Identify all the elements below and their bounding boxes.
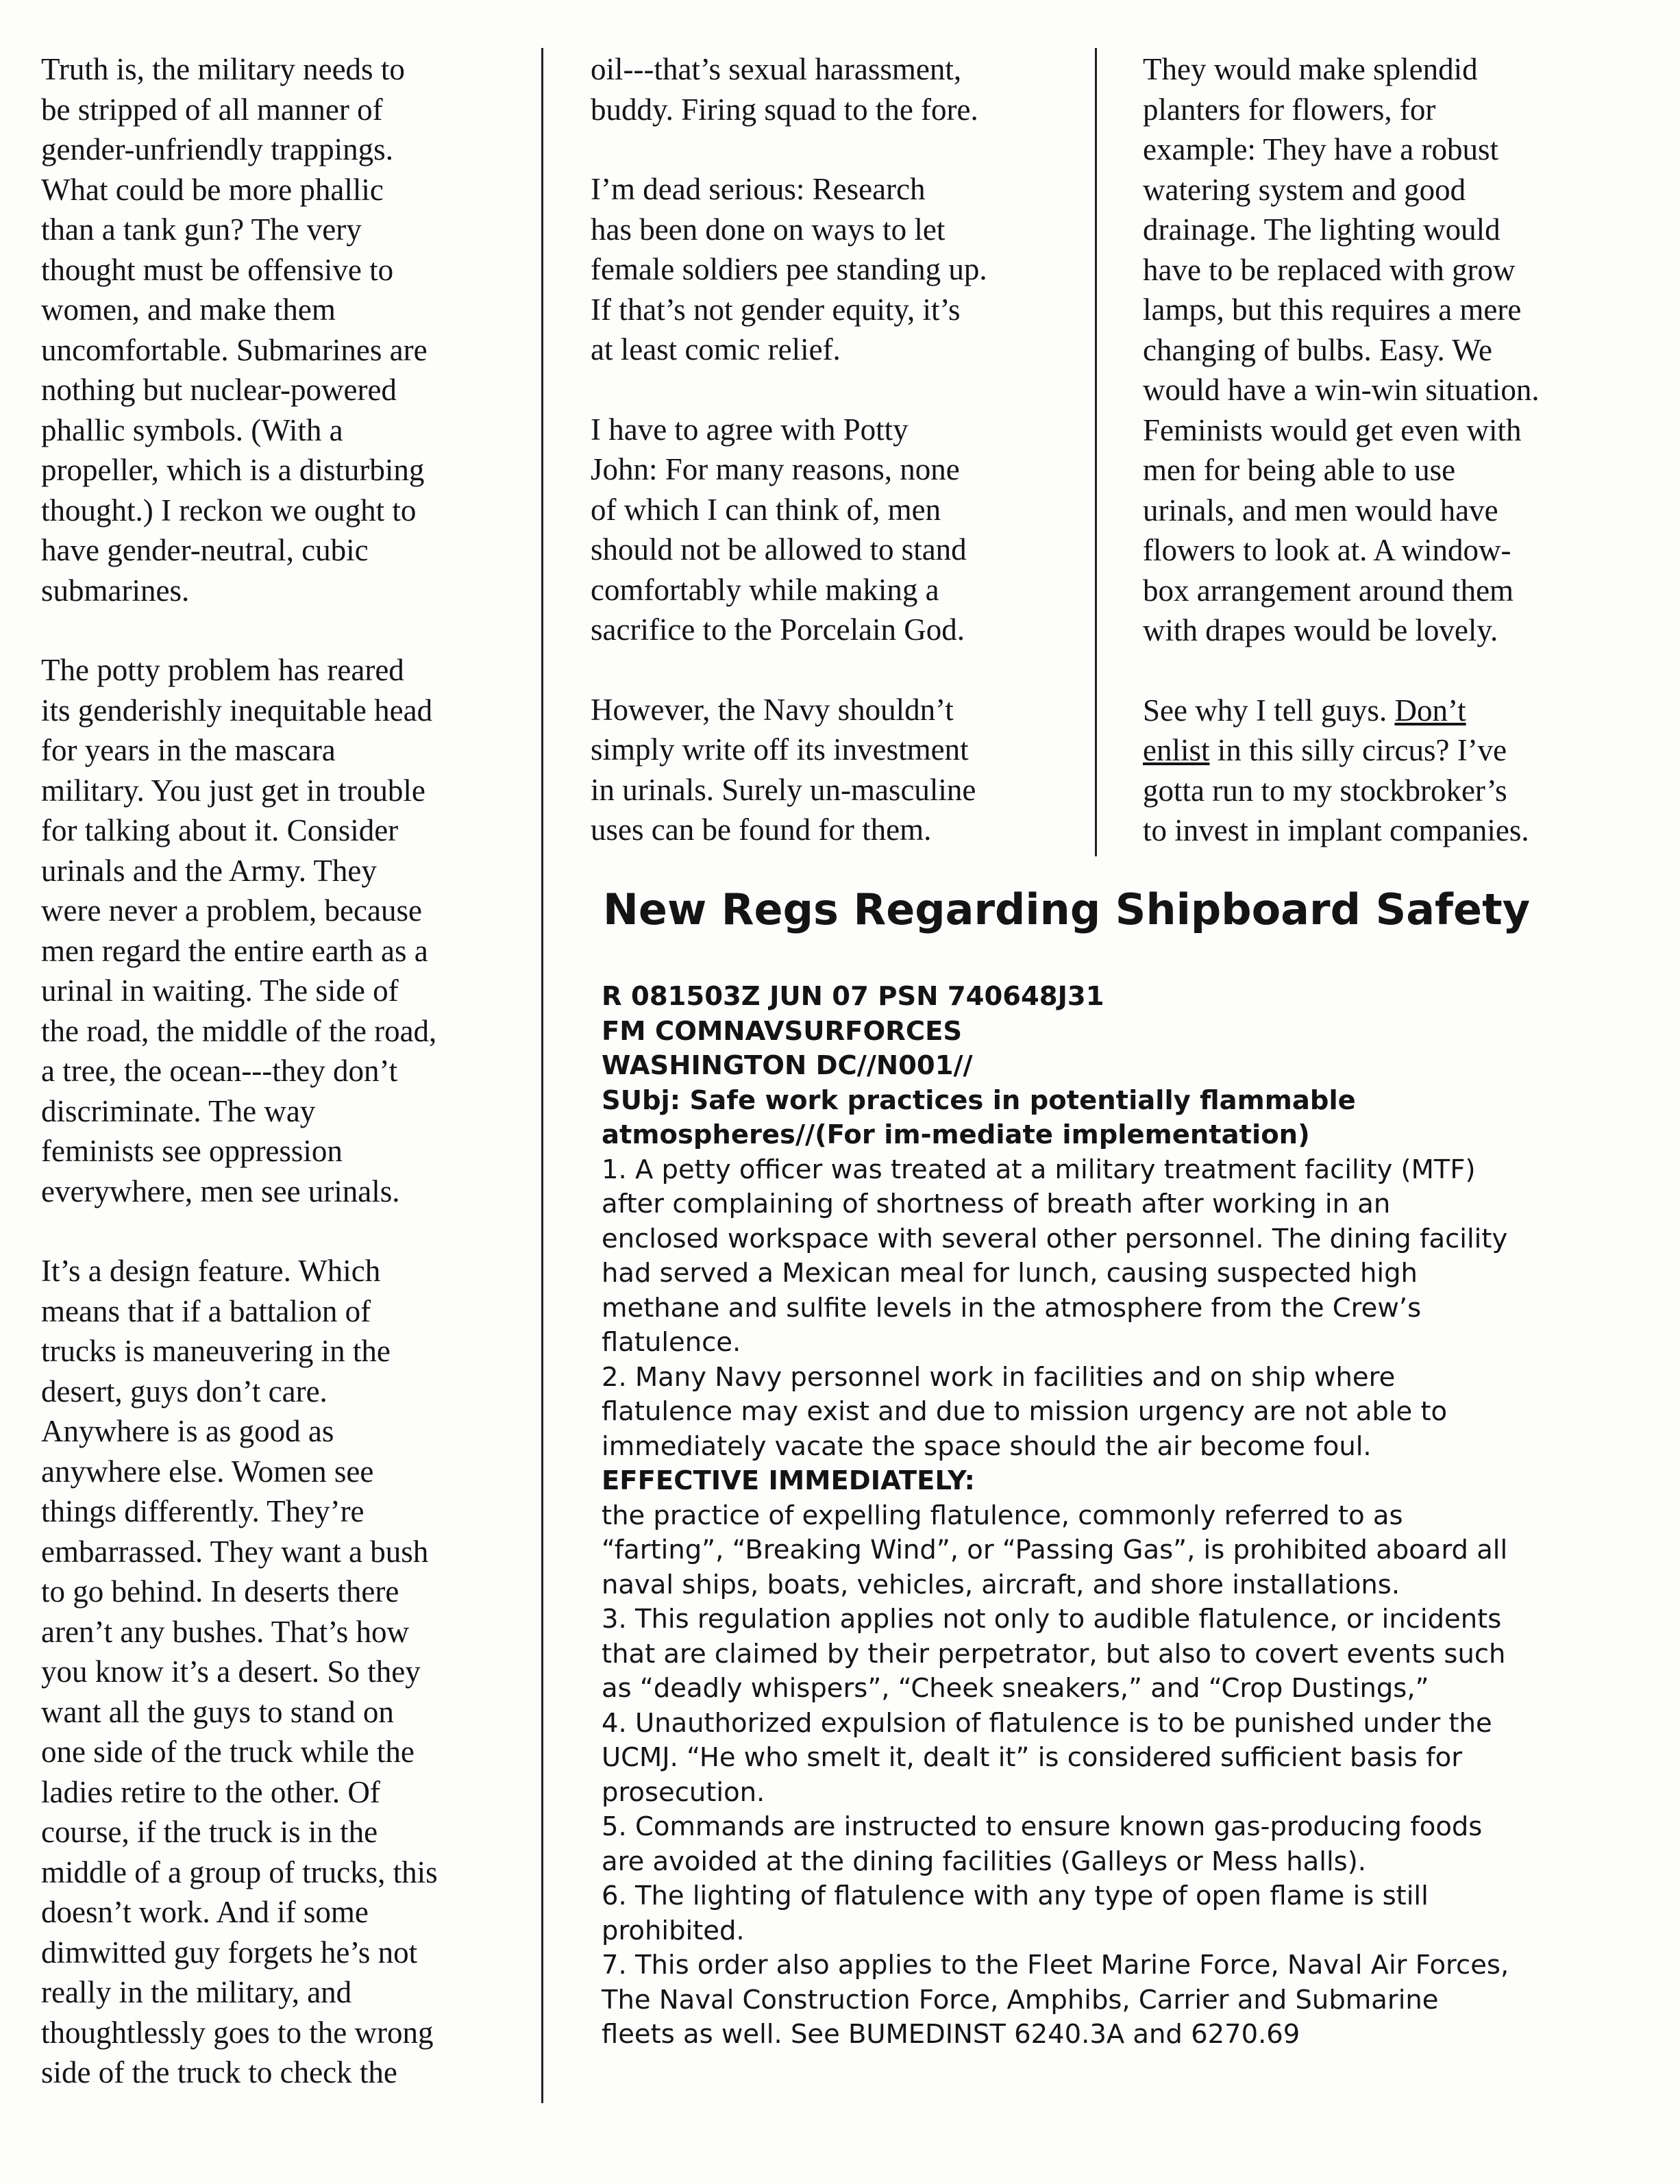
- memo-item: 6. The lighting of flatulence with any type of open flame is still prohibited.: [602, 1881, 1429, 1946]
- article-column-2: [591, 49, 1084, 890]
- paragraph: However, the Navy shouldn’t simply write off its investment in urinals. Surely un-masculine uses can be found for them.: [591, 692, 976, 847]
- memo-header-line: R 081503Z JUN 07 PSN 740648J31: [602, 981, 1104, 1012]
- regs-title: New Regs Regarding Shipboard Safety: [603, 884, 1531, 934]
- dont-enlist-underlined: Don’t enlist: [1143, 693, 1466, 767]
- regs-memo: [602, 980, 1657, 2052]
- paragraph: They would make splendid planters for flowers, for example: They have a robust watering system and good drainage. The lighting would have to be replaced with grow lamps, but this requires a mere changing of bulbs. Easy. We would have a win-win situation. Feminists would get even with men for being able to use urinals, and men would have flowers to look at. A window- box arrangement around them with drapes would be lovely.: [1143, 52, 1540, 647]
- closing-rest: in this silly circus? I’ve gotta run to my stockbroker’s to invest in implant companies.: [1143, 733, 1529, 847]
- memo-item: 4. Unauthorized expulsion of flatulence is to be punished under the UCMJ. “He who smelt it, dealt it” is considered sufficient basis for prosecution.: [602, 1707, 1492, 1808]
- paragraph: oil---that’s sexual harassment, buddy. Firing squad to the fore.: [591, 52, 978, 127]
- memo-header-line: FM COMNAVSURFORCES: [602, 1015, 963, 1047]
- memo-item: 2. Many Navy personnel work in facilities and on ship where flatulence may exist and due to mission urgency are not able to immediately vacate the space should the air become foul.: [602, 1361, 1448, 1462]
- column-divider: [541, 48, 543, 2103]
- memo-item: 5. Commands are instructed to ensure known gas-producing foods are avoided at the dining facilities (Galleys or Mess halls).: [602, 1811, 1483, 1877]
- memo-item: 1. A petty officer was treated at a military treatment facility (MTF) after complaining of shortness of breath after working in an enclosed workspace with several other personnel. The dining facility had served a Mexican meal for lunch, causing suspected high methane and sulfite levels in the atmosphere from the Crew’s flatulence.: [602, 1154, 1508, 1358]
- closing-lead: See why I tell guys.: [1143, 693, 1395, 728]
- paragraph: The potty problem has reared its genderishly inequitable head for years in the mascara military. You just get in trouble for talking about it. Consider urinals and the Army. They were never a problem, because men regard the entire earth as a urinal in waiting. The side of the road, the middle of the road, a tree, the ocean---they don’t discriminate. The way feminists see oppression everywhere, men see urinals.: [41, 653, 437, 1208]
- memo-subject: SUbj: Safe work practices in potentially flammable atmospheres//(For im-mediate implementation): [602, 1084, 1356, 1150]
- column-divider: [1095, 48, 1097, 856]
- memo-item: 3. This regulation applies not only to audible flatulence, or incidents that are claimed by their perpetrator, but also to covert events such as “deadly whispers”, “Cheek sneakers,” and “Crop Dustings,”: [602, 1604, 1506, 1704]
- memo-effective-text: the practice of expelling flatulence, commonly referred to as “farting”, “Breaking Wind”, or “Passing Gas”, is prohibited aboard all naval ships, boats, vehicles, aircraft, and shore installations.: [602, 1500, 1508, 1600]
- memo-effective-heading: EFFECTIVE IMMEDIATELY:: [602, 1465, 975, 1496]
- paragraph: I have to agree with Potty John: For many reasons, none of which I can think of, men should not be allowed to stand comfortably while making a sacrifice to the Porcelain God.: [591, 412, 967, 647]
- article-column-1: [41, 49, 521, 2133]
- memo-header-line: WASHINGTON DC//N001//: [602, 1050, 973, 1081]
- paragraph: I’m dead serious: Research has been done on ways to let female soldiers pee standing up. If that’s not gender equity, it’s at least comic relief.: [591, 172, 987, 367]
- paragraph: It’s a design feature. Which means that if a battalion of trucks is maneuvering in the desert, guys don’t care. Anywhere is as good as anywhere else. Women see things differently. They’re embarrassed. They want a bush to go behind. In deserts there aren’t any bushes. That’s how you know it’s a desert. So they want all the guys to stand on one side of the truck while the ladies retire to the other. Of course, if the truck is in the middle of a group of trucks, this doesn’t work. And if some dimwitted guy forgets he’s not really in the military, and thoughtlessly goes to the wrong side of the truck to check the: [41, 1254, 438, 2089]
- closing-paragraph: [1143, 691, 1650, 851]
- memo-item: 7. This order also applies to the Fleet Marine Force, Naval Air Forces, The Naval Construction Force, Amphibs, Carrier and Submarine fleets as well. See BUMEDINST 6240.3A and 6270.69: [602, 1950, 1509, 2050]
- paragraph: Truth is, the military needs to be stripped of all manner of gender-unfriendly trappings. What could be more phallic than a tank gun? The very thought must be offensive to women, and make them uncomfortable. Submarines are nothing but nuclear-powered phallic symbols. (With a propeller, which is a disturbing thought.) I reckon we ought to have gender-neutral, cubic submarines.: [41, 52, 428, 608]
- article-column-3: [1143, 49, 1650, 891]
